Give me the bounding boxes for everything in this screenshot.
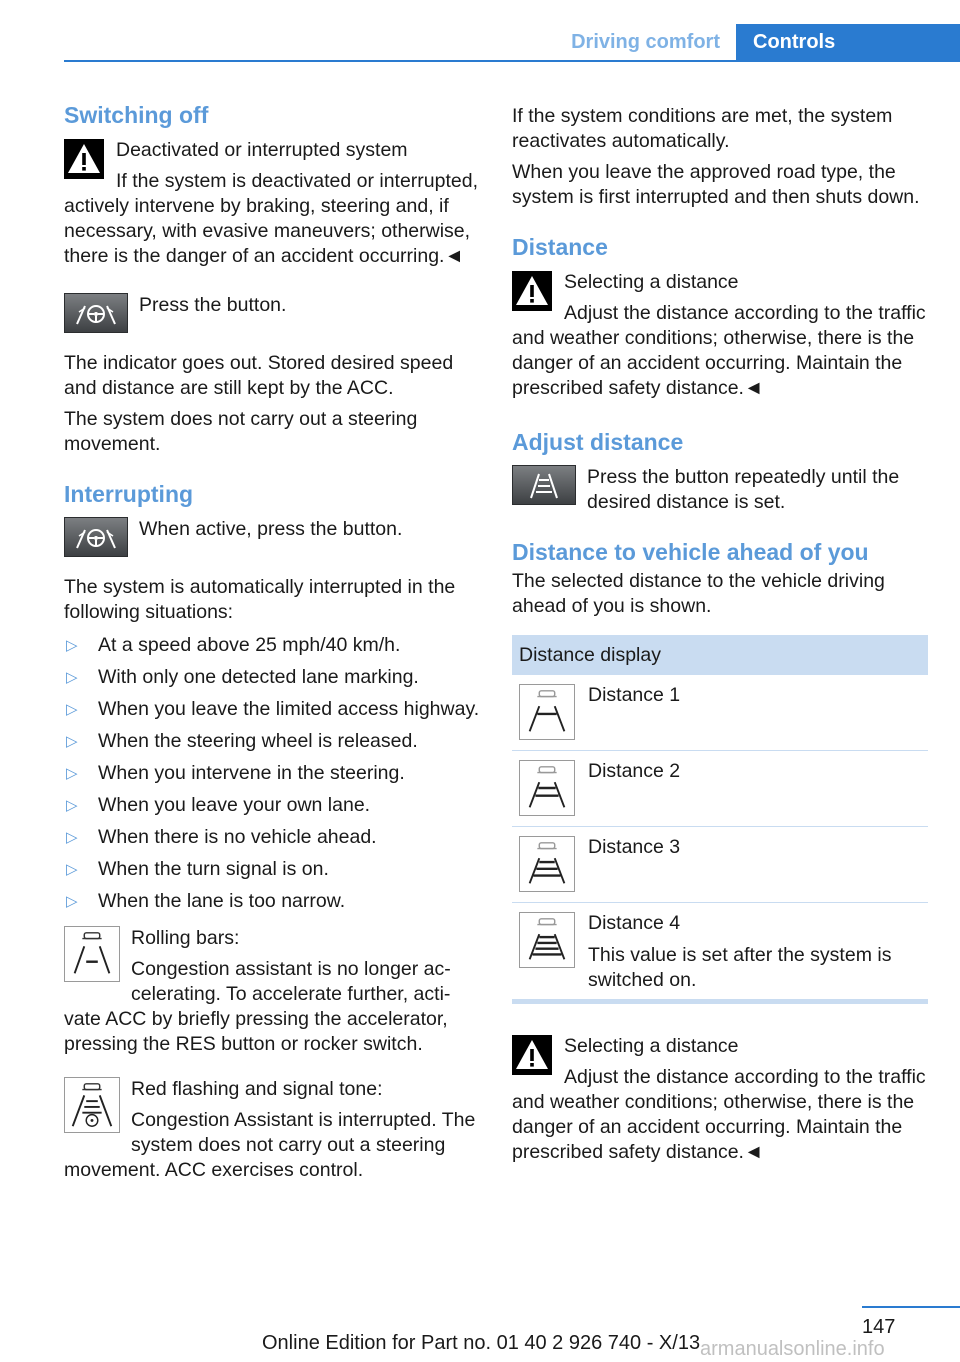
distance-button-icon xyxy=(512,465,576,505)
list-item: ▷ When there is no vehicle ahead. xyxy=(66,826,377,848)
distance-4-icon xyxy=(519,912,575,968)
button-instruction: Press the button repeatedly until the desired distance is set. xyxy=(587,466,900,513)
distance-2-icon xyxy=(519,760,575,816)
red-flashing-note xyxy=(64,1077,480,1183)
warning-triangle-icon xyxy=(512,1035,552,1075)
distance-display-table xyxy=(512,635,928,1004)
red-flashing-body: Congestion Assistant is interrupted. The system does not carry out a steering movement. ACC exercises control. xyxy=(64,1109,476,1181)
footer-rule xyxy=(862,1306,960,1308)
list-item: ▷ With only one detected lane marking. xyxy=(66,666,419,688)
paragraph: The selected distance to the vehicle driving ahead of you is shown. xyxy=(512,570,885,617)
list-item: ▷ When the turn signal is on. xyxy=(66,858,329,880)
warning-body: If the system is deactivated or interrupted, actively intervene by braking, steering and, if necessary, with evasive maneuvers; otherwise, there is the danger of an accident occurring.◄ xyxy=(64,170,479,267)
steering-assist-button-icon xyxy=(64,517,128,557)
heading-distance-ahead: Distance to vehicle ahead of you xyxy=(512,539,869,565)
right-column xyxy=(512,100,928,1165)
table-header: Distance display xyxy=(512,635,928,675)
triangle-bullet-icon: ▷ xyxy=(66,701,78,718)
left-column xyxy=(64,100,480,1183)
interrupted-indicator-icon xyxy=(64,1077,120,1133)
warning-triangle-icon xyxy=(512,271,552,311)
heading-interrupting: Interrupting xyxy=(64,481,194,507)
warning-distance-2 xyxy=(512,1034,928,1165)
triangle-bullet-icon: ▷ xyxy=(66,733,78,750)
header-rule xyxy=(64,60,960,62)
table-end-rule xyxy=(512,999,928,1004)
warning-title: Deactivated or interrupted system xyxy=(116,139,408,161)
warning-title: Selecting a distance xyxy=(564,271,739,293)
distance-3-icon xyxy=(519,836,575,892)
heading-switching-off: Switching off xyxy=(64,102,209,128)
paragraph: The indicator goes out. Stored desired speed and distance are still kept by the ACC. xyxy=(64,352,454,399)
button-instruction: When active, press the button. xyxy=(139,518,403,540)
distance-label: Distance 4 xyxy=(588,912,681,934)
triangle-bullet-icon: ▷ xyxy=(66,637,78,654)
warning-triangle-icon xyxy=(64,139,104,179)
table-row xyxy=(512,675,928,751)
button-row-switch-off xyxy=(64,293,480,339)
header-chapter-tab: Controls xyxy=(736,24,960,62)
warning-body: Adjust the distance according to the traffic and weather conditions; otherwise, there is the danger of an accident occurring. Maintain the prescribed safety distance.◄ xyxy=(512,302,926,399)
list-item: ▷ When the lane is too narrow. xyxy=(66,890,346,912)
list-item: ▷ When you leave the limited access highway. xyxy=(66,698,480,720)
button-row-interrupt xyxy=(64,517,480,563)
rolling-bars-body: Congestion assistant is no longer accelerating. To accelerate further, activate ACC by briefly pressing the accelerator, pressing the RES button or rocker switch. xyxy=(64,958,451,1055)
table-row xyxy=(512,827,928,903)
triangle-bullet-icon: ▷ xyxy=(66,669,78,686)
page-number: 147 xyxy=(862,1316,896,1338)
triangle-bullet-icon: ▷ xyxy=(66,765,78,782)
distance-note: This value is set after the system is switched on. xyxy=(588,944,892,991)
triangle-bullet-icon: ▷ xyxy=(66,893,78,910)
triangle-bullet-icon: ▷ xyxy=(66,829,78,846)
heading-distance: Distance xyxy=(512,234,608,260)
table-row xyxy=(512,751,928,827)
list-item: ▷ When the steering wheel is released. xyxy=(66,730,418,752)
distance-label: Distance 1 xyxy=(588,684,681,706)
watermark: armanualsonline.info xyxy=(700,1338,885,1360)
rolling-bars-indicator-icon xyxy=(64,926,120,982)
list-item: ▷ When you intervene in the steering. xyxy=(66,762,405,784)
steering-assist-button-icon xyxy=(64,293,128,333)
heading-adjust-distance: Adjust distance xyxy=(512,429,684,455)
button-instruction: Press the button. xyxy=(139,294,287,316)
header-section-title: Driving comfort xyxy=(571,31,720,53)
list-item: ▷ When you leave your own lane. xyxy=(66,794,371,816)
distance-label: Distance 3 xyxy=(588,836,681,858)
rolling-bars-note xyxy=(64,926,480,1057)
paragraph: If the system conditions are met, the system reactivates automatically. xyxy=(512,105,893,152)
rolling-bars-title: Rolling bars: xyxy=(131,927,240,949)
paragraph: The system does not carry out a steering movement. xyxy=(64,408,418,455)
paragraph: When you leave the approved road type, the system is first interrupted and then shuts down. xyxy=(512,161,920,208)
edition-note: Online Edition for Part no. 01 40 2 926 740 - X/13 xyxy=(262,1332,701,1354)
triangle-bullet-icon: ▷ xyxy=(66,797,78,814)
triangle-bullet-icon: ▷ xyxy=(66,861,78,878)
warning-title: Selecting a distance xyxy=(564,1035,739,1057)
red-flashing-title: Red flashing and signal tone: xyxy=(131,1078,383,1100)
paragraph: The system is automatically interrupted in the following situations: xyxy=(64,576,456,623)
distance-label: Distance 2 xyxy=(588,760,681,782)
interrupt-conditions-list xyxy=(64,633,480,914)
warning-body: Adjust the distance according to the traffic and weather conditions; otherwise, there is the danger of an accident occurring. Maintain the prescribed safety distance.◄ xyxy=(512,1066,926,1163)
warning-distance xyxy=(512,270,928,401)
distance-1-icon xyxy=(519,684,575,740)
table-row xyxy=(512,903,928,995)
button-row-adjust xyxy=(512,465,928,515)
list-item: ▷ At a speed above 25 mph/40 km/h. xyxy=(66,634,401,656)
warning-deactivated xyxy=(64,138,480,269)
